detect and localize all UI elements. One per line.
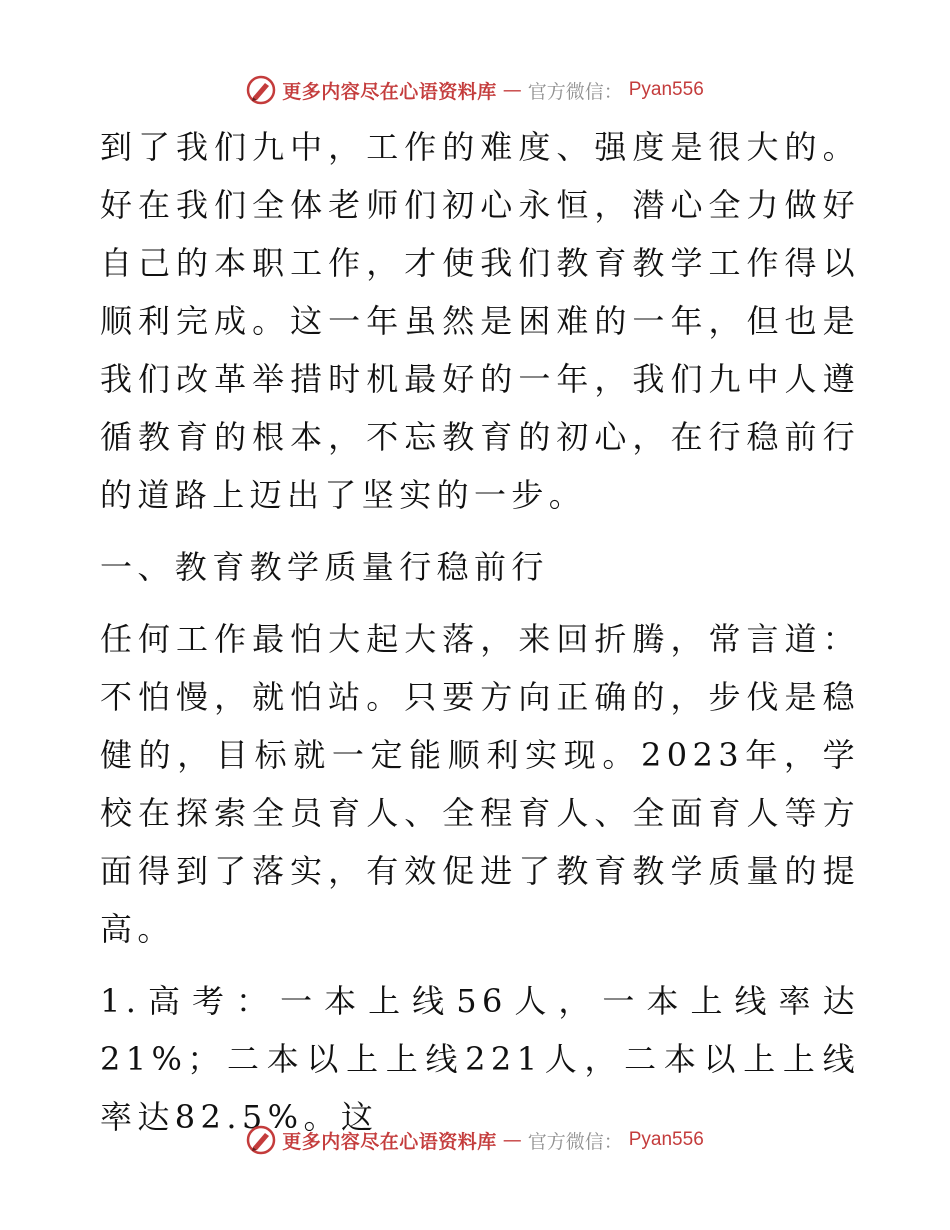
watermark-dash: —: [502, 1129, 522, 1151]
body-paragraph: 任何工作最怕大起大落，来回折腾，常言道：不怕慢，就怕站。只要方向正确的，步伐是稳健的，目标就一定能顺利实现。2023年，学校在探索全员育人、全程育人、全面育人等方面得到了落实，有效促进了教育教学质量的提高。: [100, 620, 860, 948]
watermark-wechat-id: Pyan556: [628, 79, 704, 100]
watermark-header: [0, 70, 950, 110]
watermark-footer: [0, 1120, 950, 1160]
list-item-paragraph: 1.高考：一本上线56人，一本上线率达21%；二本以上上线221人，二本以上上线率达82.5%。这: [100, 982, 860, 1136]
watermark-wechat-id: Pyan556: [628, 1129, 704, 1150]
watermark-wechat-label: 官方微信：: [527, 80, 623, 103]
watermark-site-text: 更多内容尽在心语资料库: [282, 1130, 497, 1153]
watermark-site-text: 更多内容尽在心语资料库: [282, 80, 497, 103]
watermark-dash: —: [502, 79, 522, 101]
watermark-wechat-label: 官方微信：: [527, 1130, 623, 1153]
section-heading: 一、教育教学质量行稳前行: [100, 548, 549, 586]
body-paragraph: 到了我们九中，工作的难度、强度是很大的。好在我们全体老师们初心永恒，潜心全力做好自己的本职工作，才使我们教育教学工作得以顺利完成。这一年虽然是困难的一年，但也是我们改革举措时机最好的一年，我们九中人遵循教育的根本，不忘教育的初心，在行稳前行的道路上迈出了坚实的一步。: [100, 128, 860, 514]
document-body: [100, 118, 860, 1146]
pen-logo-icon: [246, 75, 276, 105]
pen-logo-icon: [246, 1125, 276, 1155]
